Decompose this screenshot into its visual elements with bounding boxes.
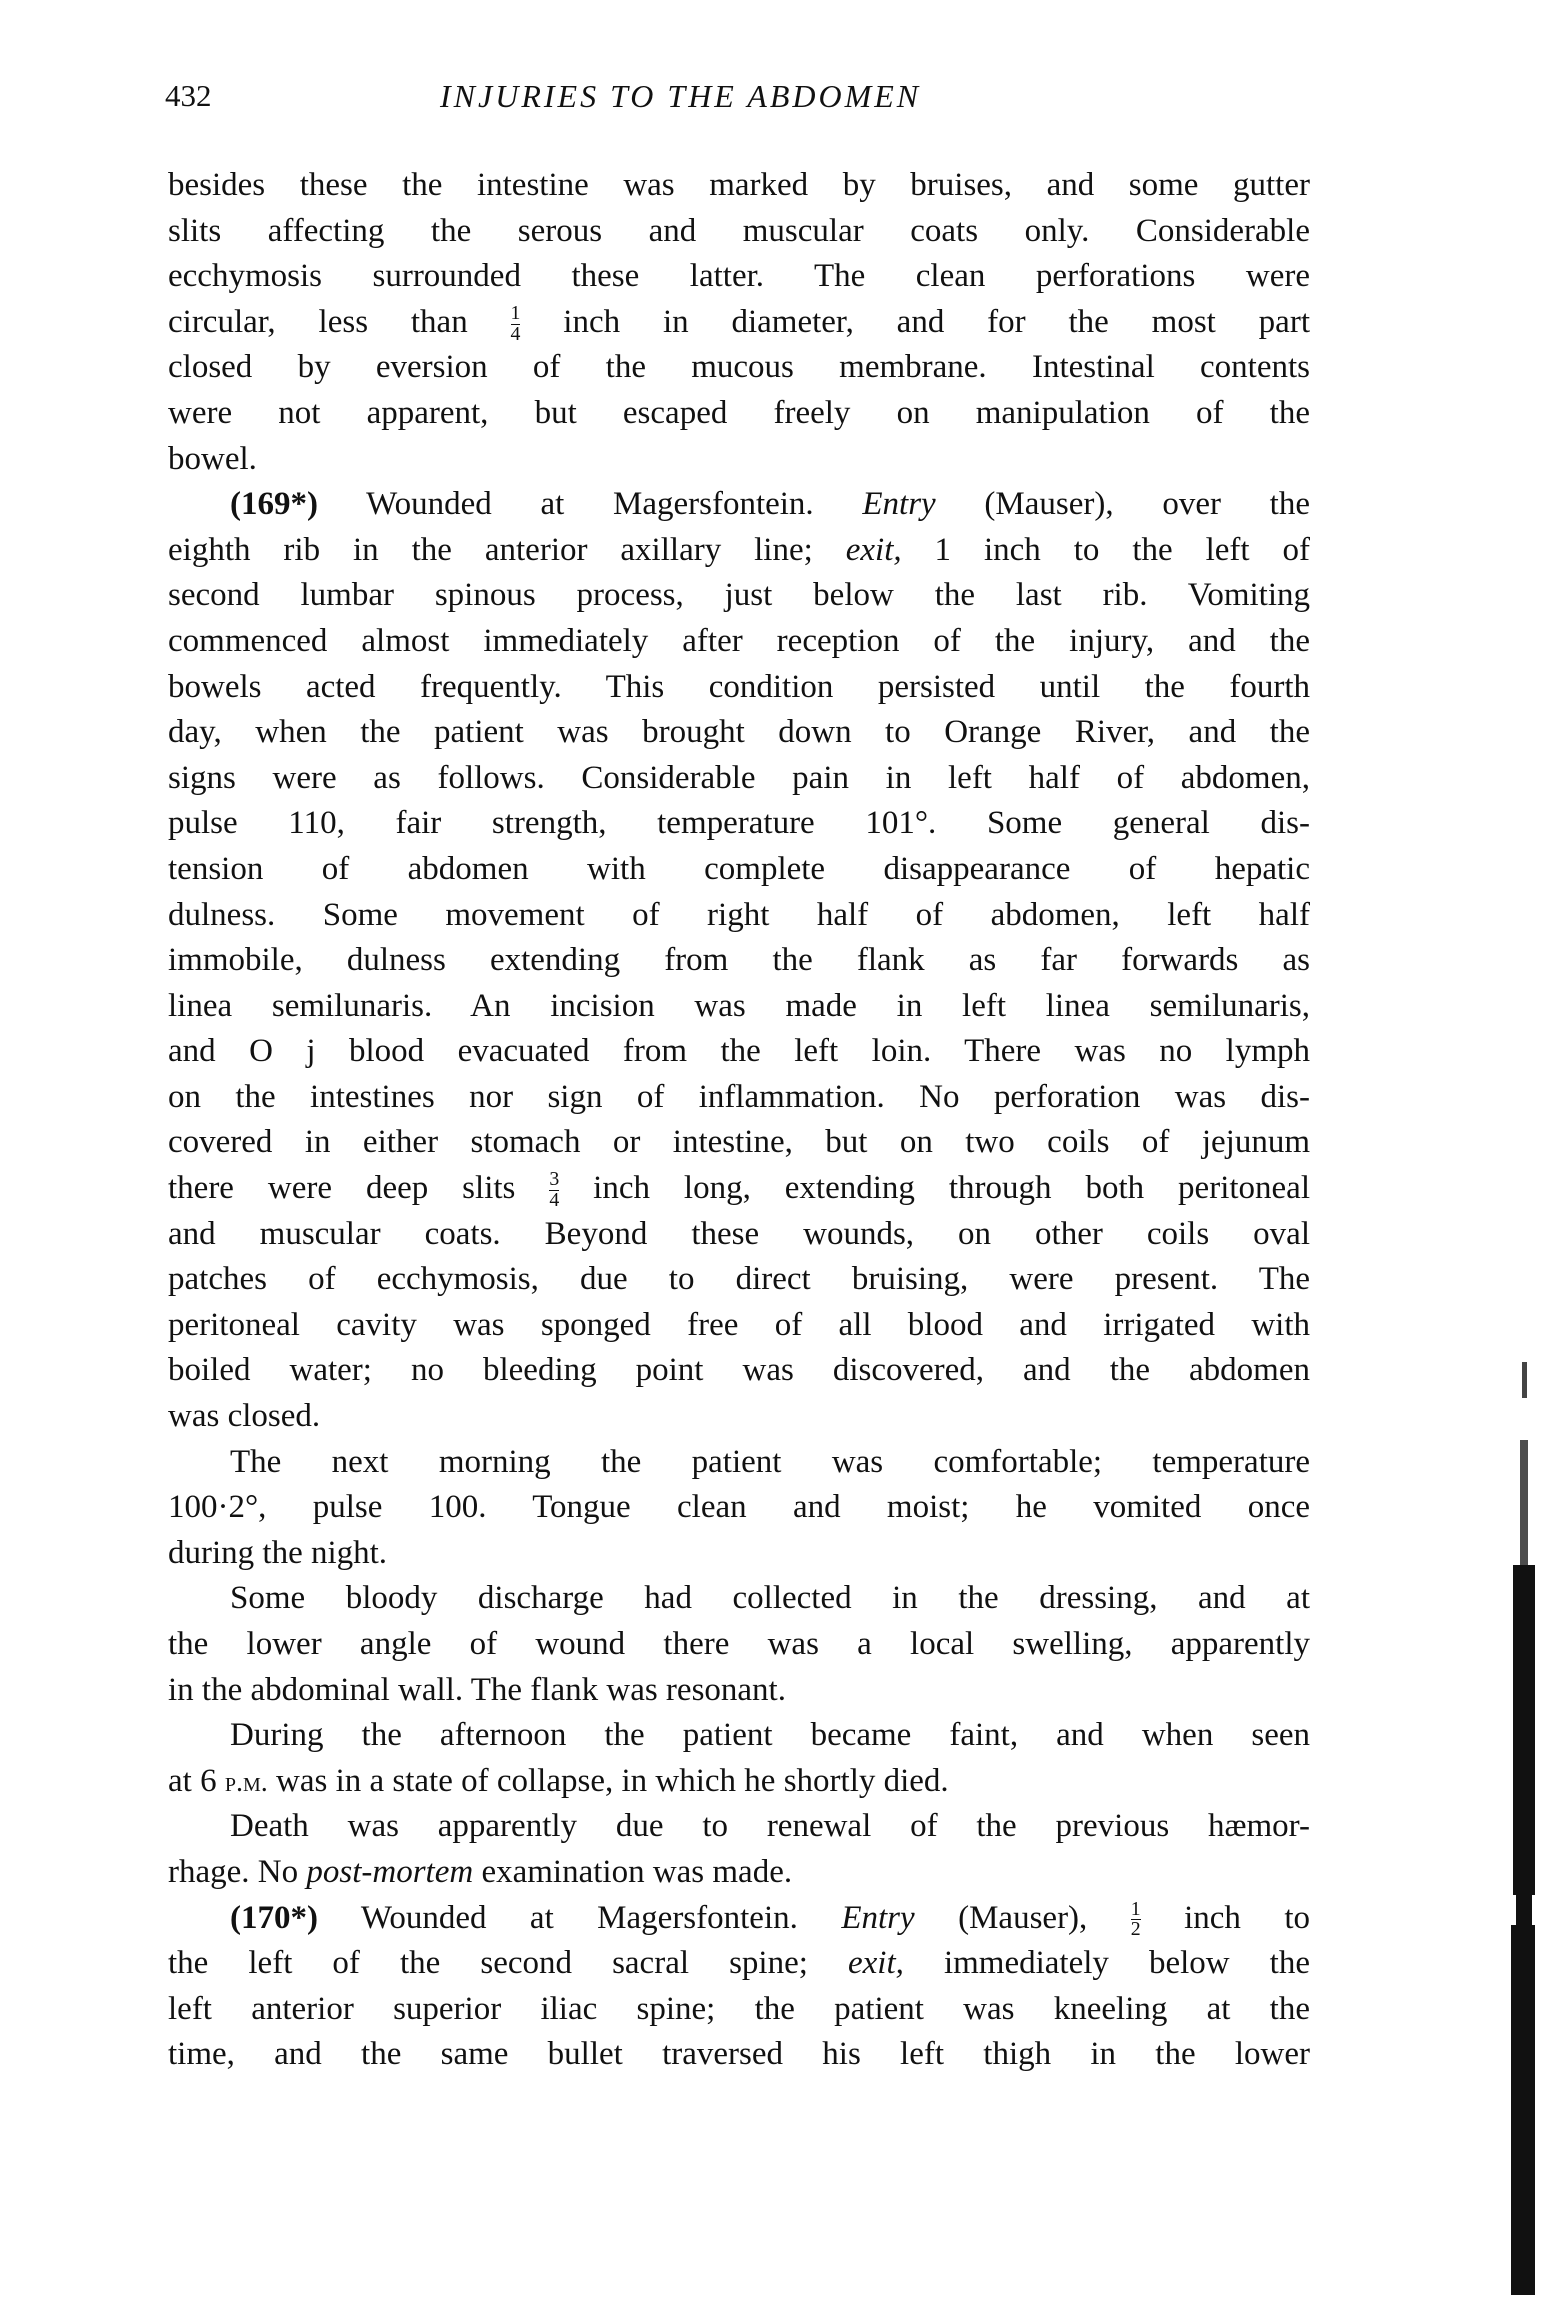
italic-term: exit, (847, 1945, 904, 1982)
text-line: bowel. (168, 440, 257, 477)
text-line: boiled water; no bleeding point was discovered, and the abdomen (168, 1352, 1310, 1389)
text-line: besides these the intestine was marked by bruises, and some gutter (168, 167, 1310, 203)
text-line: pulse 110, fair strength, temperature 101°. Some general dis- (168, 805, 1310, 842)
text-line: at 6 p.m. was in a state of collapse, in which he shortly died. (168, 1762, 949, 1799)
fraction: $\frac{1}{4}$ (510, 301, 521, 345)
text-line: in the abdominal wall. The flank was resonant. (168, 1671, 786, 1708)
text-line: linea semilunaris. An incision was made in left linea semilunaris, (168, 987, 1310, 1024)
text-line: and muscular coats. Beyond these wounds, on other coils oval (168, 1215, 1310, 1252)
text-line: the left of the second sacral spine; exit, immediately below the (168, 1945, 1310, 1982)
text-line: patches of ecchymosis, due to direct bruising, were present. The (168, 1261, 1310, 1298)
text-line: slits affecting the serous and muscular coats only. Considerable (168, 212, 1310, 249)
italic-term: post-mortem (306, 1853, 474, 1890)
text-line: The next morning the patient was comfortable; temperature (230, 1443, 1310, 1480)
italic-term: exit, (845, 531, 902, 568)
text-line: bowels acted frequently. This condition persisted until the fourth (168, 668, 1310, 705)
text-line: closed by eversion of the mucous membrane. Intestinal contents (168, 349, 1310, 386)
running-head (165, 78, 1310, 118)
scan-artifact (1511, 1925, 1535, 2295)
fraction: $\frac{3}{4}$ (549, 1168, 560, 1211)
text-line: 100·2°, pulse 100. Tongue clean and moist; he vomited once (168, 1489, 1310, 1526)
text-line: there were deep slits $\frac{3}{4}$ inch long, extending through both peritoneal (168, 1168, 1310, 1211)
text-line: was closed. (168, 1398, 321, 1435)
fraction: $\frac{1}{2}$ (1130, 1897, 1141, 1941)
body-text (168, 163, 1310, 2078)
chapter-title: INJURIES TO THE ABDOMEN (440, 78, 922, 114)
scan-artifact (1522, 1362, 1527, 1398)
text-line: peritoneal cavity was sponged free of all blood and irrigated with (168, 1306, 1310, 1343)
text-line: During the afternoon the patient became faint, and when seen (230, 1717, 1310, 1754)
scan-artifact (1516, 1895, 1532, 1925)
text-line: Some bloody discharge had collected in the dressing, and at (230, 1580, 1310, 1617)
text-line: dulness. Some movement of right half of abdomen, left half (168, 896, 1310, 933)
scan-artifact (1513, 1565, 1535, 1895)
text-line: eighth rib in the anterior axillary line; exit, 1 inch to the left of (168, 531, 1310, 568)
text-line: rhage. No post-mortem examination was made. (168, 1853, 793, 1890)
italic-term: Entry (841, 1899, 915, 1936)
text-line: signs were as follows. Considerable pain in left half of abdomen, (168, 759, 1310, 796)
text-line: tension of abdomen with complete disappearance of hepatic (168, 850, 1310, 887)
text-line: during the night. (168, 1534, 388, 1571)
text-line: (170*) Wounded at Magersfontein. Entry (Mauser), $\frac{1}{2}$ inch to (230, 1897, 1311, 1941)
text-line: time, and the same bullet traversed his left thigh in the lower (168, 2036, 1310, 2073)
text-line: and O j blood evacuated from the left loin. There was no lymph (168, 1033, 1310, 1070)
case-number: (170*) (230, 1899, 318, 1936)
text-line: on the intestines nor sign of inflammation. No perforation was dis- (168, 1078, 1310, 1115)
text-line: immobile, dulness extending from the flank as far forwards as (168, 942, 1310, 979)
text-line: the lower angle of wound there was a local swelling, apparently (168, 1626, 1310, 1662)
text-line: day, when the patient was brought down to Orange River, and the (168, 714, 1310, 751)
text-line: ecchymosis surrounded these latter. The clean perforations were (168, 258, 1310, 295)
text-line: second lumbar spinous process, just below the last rib. Vomiting (168, 577, 1310, 614)
text-line: covered in either stomach or intestine, but on two coils of jejunum (168, 1124, 1310, 1161)
text-line: commenced almost immediately after reception of the injury, and the (168, 622, 1310, 659)
page-number: 432 (165, 78, 212, 113)
text-line: Death was apparently due to renewal of the previous hæmor- (230, 1808, 1310, 1845)
text-line: (169*) Wounded at Magersfontein. Entry (Mauser), over the (230, 486, 1310, 523)
italic-term: Entry (862, 486, 936, 523)
text-line: were not apparent, but escaped freely on manipulation of the (168, 394, 1310, 431)
text-line: left anterior superior iliac spine; the patient was kneeling at the (168, 1990, 1310, 2027)
time-abbrev: p.m. (224, 1766, 268, 1798)
case-number: (169*) (230, 486, 318, 523)
text-line: circular, less than $\frac{1}{4}$ inch in diameter, and for the most part (168, 301, 1310, 345)
